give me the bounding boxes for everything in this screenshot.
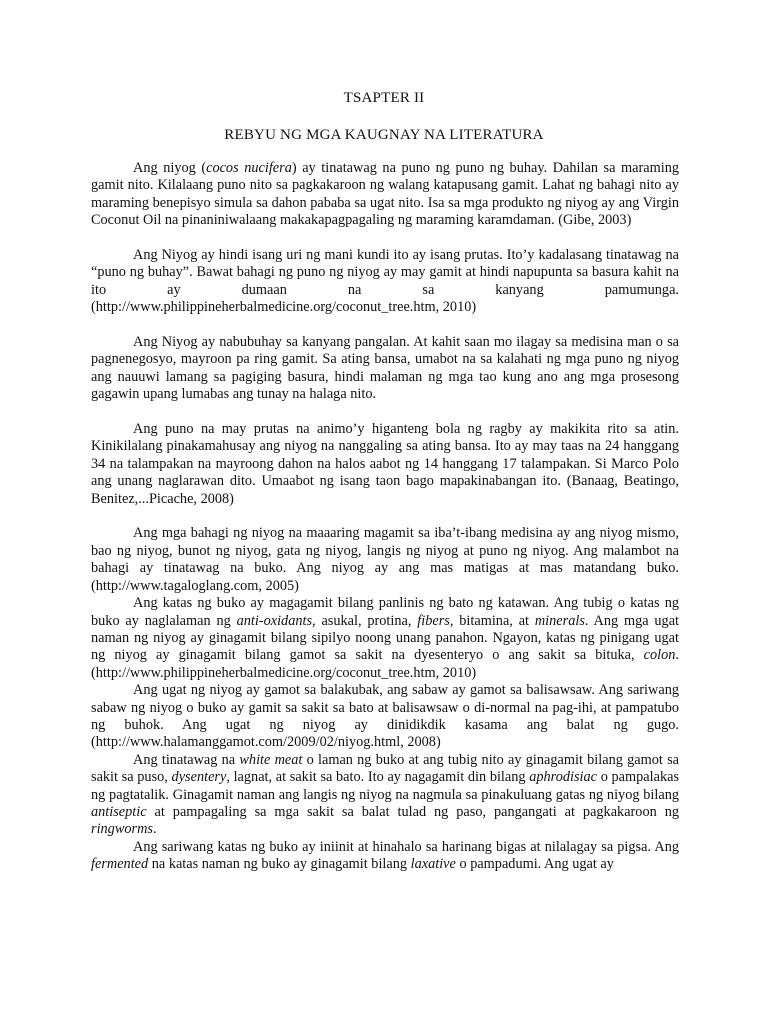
italic-term: laxative [410,856,456,873]
paragraph-5 [91,525,679,595]
italic-term: aphrodisiac [529,769,598,786]
chapter-heading: TSAPTER II [343,90,425,106]
text-run: Ang puno na may prutas na animo’y higanteng bola ng ragby ay makikita rito sa atin. Kinikilalang pinakamahusay ang niyog na nanggaling sa ating bansa. Ito ay may taas na 24 hanggang 34 na talampakan na mayroong dahon na halos aabot ng 14 hanggang 17 talampakan. Si Marco Polo ang unang naglarawan dito. Umaabot ng isang taon bago mapakinabangan ito. (Banaag, Beatingo, Benitez,...Picache, 2008) [91,421,679,507]
italic-term: antiseptic [91,803,147,820]
text-run: . [152,821,157,838]
text-run: , lagnat, at sakit sa bato. Ito ay nagagamit din bilang [226,769,530,786]
italic-term: colon [643,647,676,664]
text-run: Ang tinatawag na [133,751,240,768]
text-run: o pampalakas ng pagtatalik. Ginagamit naman ang langis ng niyog na nagmula sa pinakuluang gatas ng niyog bilang [91,769,680,803]
text-run: , asukal, protina, [312,612,418,629]
italic-term: minerals [534,612,585,629]
text-run: na katas naman ng buko ay ginagamit bilang [148,856,411,873]
paragraph-4 [91,421,679,508]
document-body [91,160,679,874]
text-run: at pampagaling sa mga sakit sa balat tulad ng paso, pangangati at pagkakaroon ng [146,803,679,820]
paragraph-9 [91,839,679,874]
text-run: Ang katas ng buko ay magagamit bilang panlinis ng bato ng katawan. Ang tubig o katas ng buko ay naglalaman ng [91,595,679,629]
text-run: . (http://www.philippineherbalmedicine.org/coconut_tree.htm, 2010) [91,647,679,681]
text-run: Ang Niyog ay nabubuhay sa kanyang pangalan. At kahit saan mo ilagay sa medisina man o sa pagnenegosyo, mayroon pa ring gamit. Sa ating bansa, umabot na sa kalahati ng mga puno ng niyog ang nauuwi lamang sa pagiging basura, hindi malaman ng mga tao kung ano ang mga prosesong gagawin upang lumabas ang tunay na halaga nito. [91,334,679,403]
text-run: Ang sariwang katas ng buko ay iniinit at hinahalo sa harinang bigas at nilalagay sa pigsa. Ang [133,838,679,855]
text-run: ) ay tinatawag na puno ng puno ng buhay. Dahilan sa maraming gamit nito. Kilalaang puno nito sa pagkakaroon ng walang katapusang gamit. Lahat ng bahagi nito ay maraming benepisyo simula sa dahon pababa sa ugat nito. Isa sa mga produkto ng niyog ay ang Virgin Coconut Oil na pinaniniwalaang makakapagpagaling ng maraming karamdaman. (Gibe, 2003) [91,160,679,229]
paragraph-3 [91,334,679,404]
text-run: o laman ng buko at ang tubig nito ay ginagamit bilang gamot sa sakit sa puso, [91,751,679,786]
text-run: Ang niyog ( [133,160,207,176]
italic-term: dysentery [171,769,227,786]
text-run: o pampadumi. Ang ugat ay [455,856,614,873]
text-run: Ang mga bahagi ng niyog na maaaring magamit sa iba’t-ibang medisina ay ang niyog mismo, bao ng niyog, bunot ng niyog, gata ng niyog, langis ng niyog at puno ng niyog. Ang malambot na bahagi ay tinatawag na buko. Ang niyog ay ang mas matigas at mas matandang buko. (http://www.tagaloglang.com, 2005) [91,525,679,594]
italic-term: anti-oxidants [236,612,313,629]
text-run: Ang ugat ng niyog ay gamot sa balakubak, ang sabaw ay gamot sa balisawsaw. Ang sariwang sabaw ng niyog o buko ay gamit sa sakit sa bato at balisawsaw o di-normal na pag-ihi, at pampatubo ng buhok. Ang ugat ng niyog ay dinidikdik kasama ang balat ng gugo. (http://www.halamanggamot.com/2009/02/niyog.html, 2008) [91,682,679,751]
paragraph-7 [91,682,679,752]
italic-term: white meat [239,751,303,768]
section-title: REBYU NG MGA KAUGNAY NA LITERATURA [224,127,544,143]
italic-term: fermented [91,856,149,873]
italic-term: cocos nucifera [206,160,292,176]
paragraph-1 [91,160,679,230]
italic-term: fibers [417,612,450,629]
paragraph-6 [91,595,679,682]
text-run: . Ang mga ugat naman ng niyog ay ginagamit bilang sipilyo noong unang panahon. Ngayon, katas ng pinigang ugat ng niyog ay ginagamit bilang gamot sa sakit na dyesenteryo o ang sakit sa bituka, [91,612,680,664]
text-run: , bitamina, at [449,612,535,629]
text-run: Ang Niyog ay hindi isang uri ng mani kundi ito ay isang prutas. Ito’y kadalasang tinatawag na “puno ng buhay”. Bawat bahagi ng puno ng niyog ay may gamit at hindi napupunta sa basura kahit na ito ay dumaan na sa kanyang pamumunga. (http://www.philippineherbalmedicine.org/coconut_tree.htm, 2010) [91,247,679,316]
italic-term: ringworms [91,821,153,838]
paragraph-2 [91,247,679,317]
paragraph-8 [91,752,679,839]
